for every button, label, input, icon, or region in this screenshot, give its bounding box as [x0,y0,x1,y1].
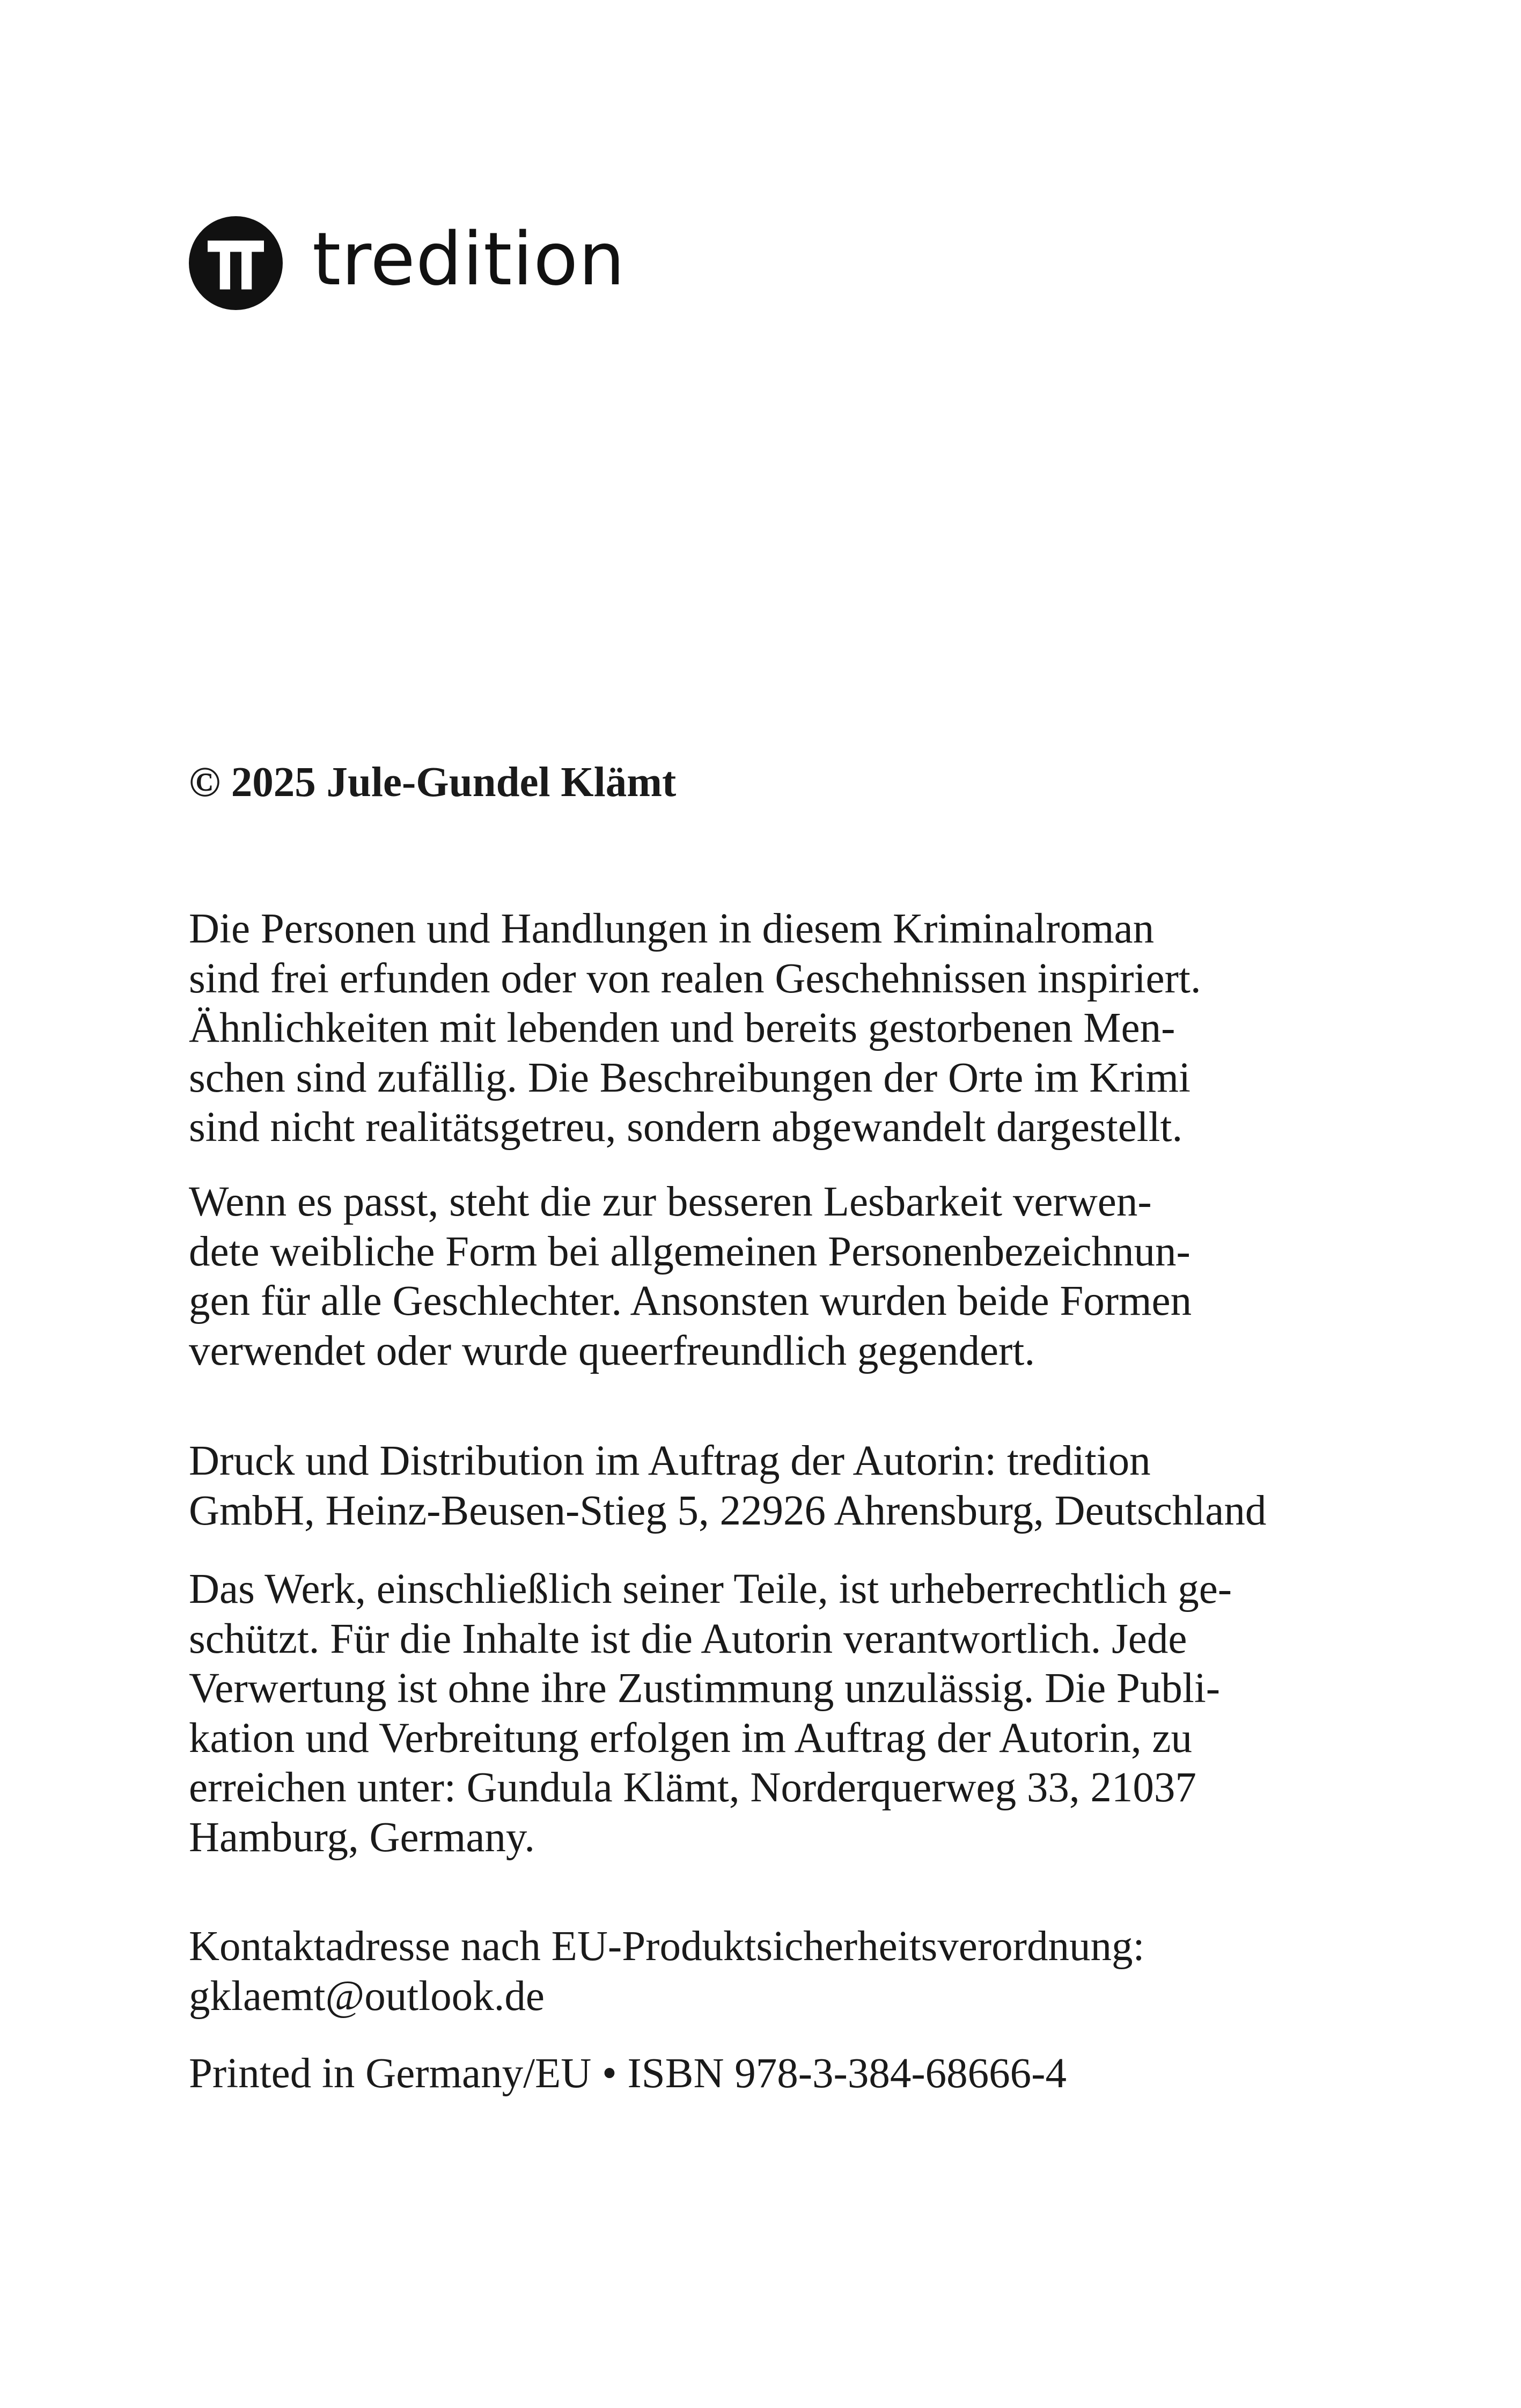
publisher-name: tredition [312,217,626,302]
rights-line: kation und Verbreitung erfolgen im Auftrag der Autorin, zu [189,1714,1192,1762]
tredition-logo-icon [189,216,283,310]
disclaimer-line: sind nicht realitätsgetreu, sondern abgewandelt dargestellt. [189,1104,1183,1151]
rights-line: Das Werk, einschließlich seiner Teile, ist urheberrechtlich ge- [189,1566,1232,1612]
disclaimer-line: Die Personen und Handlungen in diesem Kriminalroman [189,905,1155,952]
rights-line: erreichen unter: Gundula Klämt, Norderquerweg 33, 21037 [189,1764,1196,1811]
rights-line: Verwertung ist ohne ihre Zustimmung unzulässig. Die Publi- [189,1665,1221,1712]
distribution-line: Druck und Distribution im Auftrag der Autorin: tredition [189,1438,1151,1484]
contact-paragraph [189,1922,1305,2021]
distribution-paragraph [189,1437,1305,1536]
printed-isbn-line: Printed in Germany/EU • ISBN 978-3-384-68666-4 [189,2050,1067,2097]
disclaimer-line: sind frei erfunden oder von realen Geschehnissen inspiriert. [189,955,1201,1002]
contact-label: Kontaktadresse nach EU-Produktsicherheitsverordnung: [189,1923,1145,1970]
gender-note-line: dete weibliche Form bei allgemeinen Personenbezeichnun- [189,1228,1191,1275]
gender-note-line: gen für alle Geschlechter. Ansonsten wurden beide Formen [189,1278,1192,1324]
contact-email: gklaemt@outlook.de [189,1972,545,2020]
rights-line: Hamburg, Germany. [189,1814,535,1861]
gender-note-line: Wenn es passt, steht die zur besseren Lesbarkeit verwen- [189,1179,1152,1225]
gender-note-paragraph [189,1177,1305,1376]
disclaimer-line: schen sind zufällig. Die Beschreibungen der Orte im Krimi [189,1054,1191,1101]
gender-note-line: verwendet oder wurde queerfreundlich gegendert. [189,1327,1035,1374]
rights-line: schützt. Für die Inhalte ist die Autorin verantwortlich. Jede [189,1615,1187,1662]
disclaimer-line: Ähnlichkeiten mit lebenden und bereits gestorbenen Men- [189,1005,1175,1051]
copyright-notice: © 2025 Jule-Gundel Klämt [189,759,677,806]
publisher-logo [189,215,626,311]
disclaimer-paragraph [189,904,1305,1153]
distribution-line: GmbH, Heinz-Beusen-Stieg 5, 22926 Ahrensburg, Deutschland [189,1487,1267,1534]
rights-paragraph [189,1565,1305,1862]
